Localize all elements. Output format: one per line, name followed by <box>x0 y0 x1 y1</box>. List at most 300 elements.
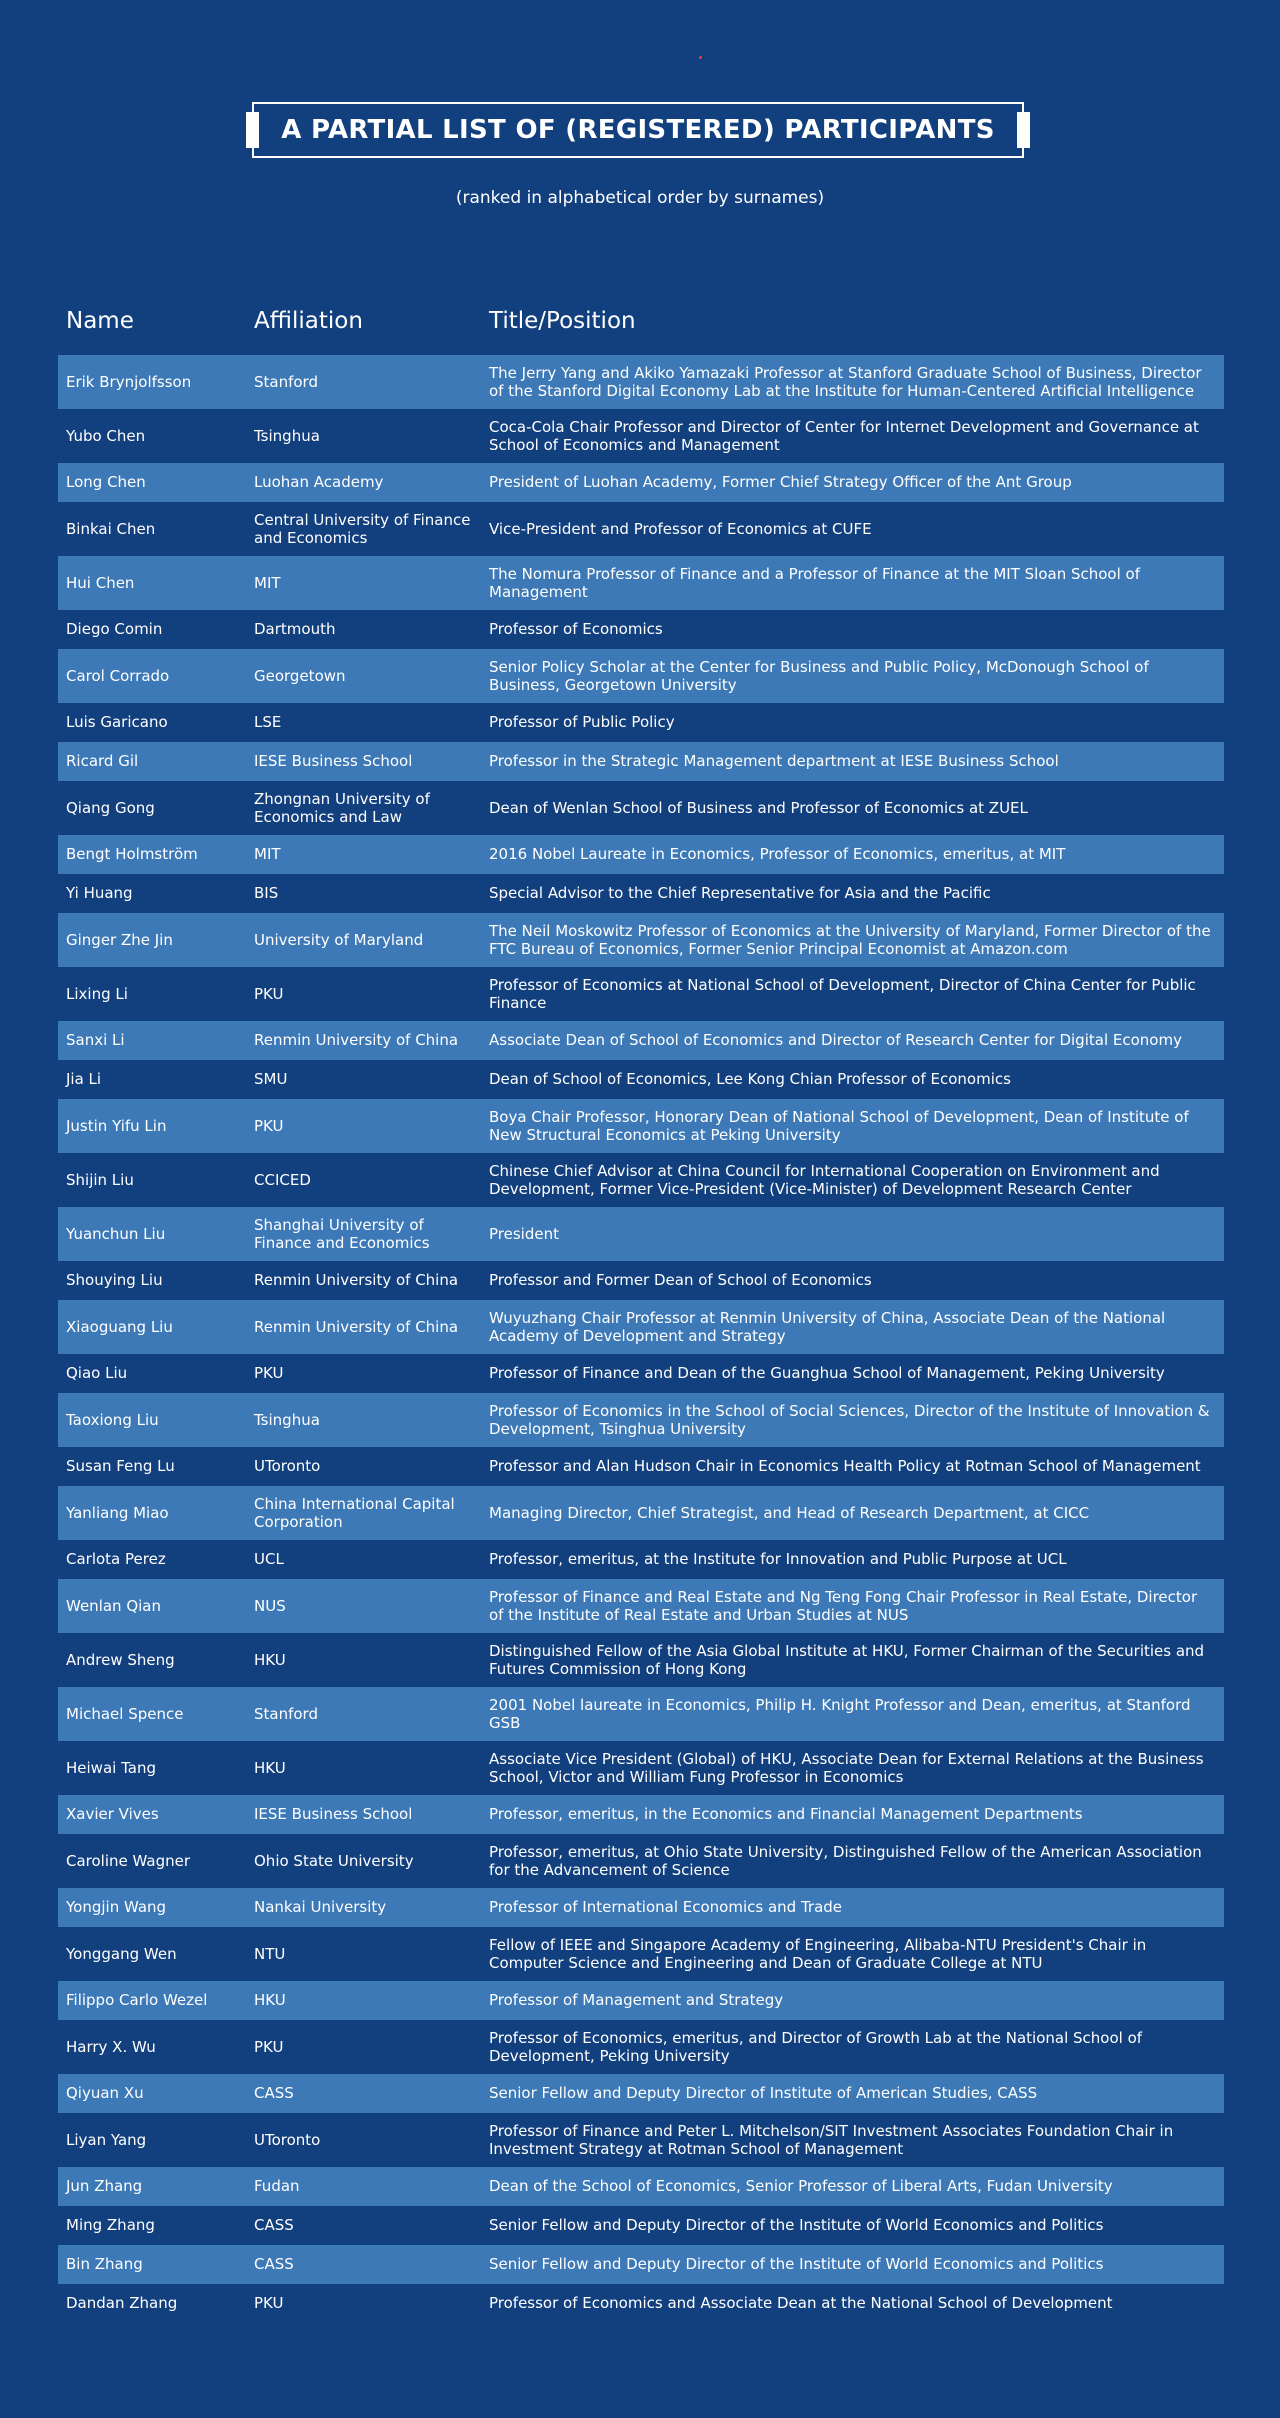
participant-name-cell <box>66 2284 246 2323</box>
participant-affiliation-cell <box>254 1486 479 1540</box>
participant-name: Caroline Wagner <box>66 1851 191 1870</box>
participant-affiliation-cell <box>254 967 479 1021</box>
participant-name: Filippo Carlo Wezel <box>66 1991 208 2010</box>
participant-name: Justin Yifu Lin <box>66 1116 167 1135</box>
participant-title-cell <box>489 1927 1215 1981</box>
participant-affiliation: MIT <box>254 845 281 864</box>
table-row <box>58 1687 1224 1741</box>
participant-title-cell <box>489 1261 1215 1300</box>
participant-title-cell <box>489 1633 1215 1687</box>
participant-affiliation-cell <box>254 1300 479 1354</box>
participant-affiliation: Georgetown <box>254 666 346 685</box>
participant-title: Senior Fellow and Deputy Director of Institute of American Studies, CASS <box>489 2084 1038 2103</box>
table-row <box>58 1579 1224 1633</box>
participant-name-cell <box>66 649 246 703</box>
table-row <box>58 835 1224 874</box>
participant-title-cell <box>489 1153 1215 1207</box>
participant-title-cell <box>489 409 1215 463</box>
participant-title-cell <box>489 742 1215 781</box>
table-row <box>58 355 1224 409</box>
participant-name: Taoxiong Liu <box>66 1410 159 1429</box>
participant-name: Yuanchun Liu <box>66 1224 166 1243</box>
participant-title: Professor and Former Dean of School of Economics <box>489 1271 872 1290</box>
table-row <box>58 1060 1224 1099</box>
participant-title: Fellow of IEEE and Singapore Academy of Engineering, Alibaba-NTU President's Chair in Computer Science and Engineering and Dean of Graduate College at NTU <box>489 1935 1147 1972</box>
participant-title-cell <box>489 1834 1215 1888</box>
participant-title-cell <box>489 1207 1215 1261</box>
participant-name-cell <box>66 463 246 502</box>
participant-name-cell <box>66 1834 246 1888</box>
participant-affiliation: HKU <box>254 1991 286 2010</box>
participant-affiliation-cell <box>254 1579 479 1633</box>
participant-title-cell <box>489 610 1215 649</box>
participant-affiliation-cell <box>254 781 479 835</box>
table-row <box>58 2167 1224 2206</box>
participant-name-cell <box>66 913 246 967</box>
table-row <box>58 2020 1224 2074</box>
table-row <box>58 1447 1224 1486</box>
participant-name-cell <box>66 1633 246 1687</box>
participant-name-cell <box>66 2245 246 2284</box>
table-row <box>58 463 1224 502</box>
participant-name: Carol Corrado <box>66 666 170 685</box>
participant-name: Liyan Yang <box>66 2130 147 2149</box>
participant-name-cell <box>66 2113 246 2167</box>
participant-title: Professor of Management and Strategy <box>489 1991 784 2010</box>
participant-title-cell <box>489 502 1215 556</box>
participant-title: Senior Fellow and Deputy Director of the Institute of World Economics and Politics <box>489 2216 1104 2235</box>
participant-title-cell <box>489 967 1215 1021</box>
participant-title-cell <box>489 1447 1215 1486</box>
participant-name: Jia Li <box>66 1070 102 1089</box>
participant-title-cell <box>489 463 1215 502</box>
participant-name-cell <box>66 1393 246 1447</box>
participant-affiliation-cell <box>254 1021 479 1060</box>
banner-tab-left <box>246 112 259 148</box>
participant-affiliation-cell <box>254 1060 479 1099</box>
participant-title: 2001 Nobel laureate in Economics, Philip H. Knight Professor and Dean, emeritus, at Stanford GSB <box>489 1695 1191 1732</box>
table-row <box>58 1834 1224 1888</box>
table-row <box>58 1354 1224 1393</box>
participant-name: Wenlan Qian <box>66 1596 161 1615</box>
participant-title: Professor of Public Policy <box>489 713 675 732</box>
participant-affiliation: Tsinghua <box>254 426 320 445</box>
participant-affiliation-cell <box>254 1888 479 1927</box>
participant-affiliation: HKU <box>254 1758 286 1777</box>
participant-name-cell <box>66 1981 246 2020</box>
participant-title-cell <box>489 1021 1215 1060</box>
participant-name: Heiwai Tang <box>66 1758 156 1777</box>
participant-title-cell <box>489 2167 1215 2206</box>
participant-title: Professor of Economics <box>489 620 663 639</box>
participant-title: Managing Director, Chief Strategist, and Head of Research Department, at CICC <box>489 1503 1090 1522</box>
table-row <box>58 967 1224 1021</box>
participant-affiliation: PKU <box>254 1116 284 1135</box>
participant-affiliation-cell <box>254 1207 479 1261</box>
participant-name: Qiao Liu <box>66 1364 128 1383</box>
participant-name-cell <box>66 1540 246 1579</box>
participant-title-cell <box>489 649 1215 703</box>
participant-affiliation: HKU <box>254 1650 286 1669</box>
participant-name: Ginger Zhe Jin <box>66 930 173 949</box>
participant-title-cell <box>489 1795 1215 1834</box>
participant-name-cell <box>66 1741 246 1795</box>
participant-affiliation-cell <box>254 2020 479 2074</box>
participant-name-cell <box>66 1579 246 1633</box>
participant-affiliation: CASS <box>254 2084 294 2103</box>
participant-name-cell <box>66 610 246 649</box>
column-header-title: Title/Position <box>489 308 636 334</box>
participant-name-cell <box>66 874 246 913</box>
participant-title-cell <box>489 556 1215 610</box>
table-row <box>58 610 1224 649</box>
participant-affiliation: Renmin University of China <box>254 1271 459 1290</box>
participant-name: Bin Zhang <box>66 2255 143 2274</box>
participant-name: Shouying Liu <box>66 1271 163 1290</box>
table-row <box>58 742 1224 781</box>
participant-name: Carlota Perez <box>66 1550 166 1569</box>
participant-affiliation-cell <box>254 835 479 874</box>
table-row <box>58 1981 1224 2020</box>
participant-title-cell <box>489 913 1215 967</box>
participant-name-cell <box>66 2020 246 2074</box>
participant-name: Qiyuan Xu <box>66 2084 144 2103</box>
table-row <box>58 703 1224 742</box>
participant-affiliation: University of Maryland <box>254 930 424 949</box>
participant-title: Wuyuzhang Chair Professor at Renmin University of China, Associate Dean of the National Academy of Development and Strategy <box>489 1308 1166 1345</box>
participant-affiliation-cell <box>254 874 479 913</box>
participant-affiliation: Dartmouth <box>254 620 336 639</box>
participant-name-cell <box>66 2074 246 2113</box>
table-row <box>58 1540 1224 1579</box>
participant-affiliation: UToronto <box>254 1457 321 1476</box>
table-row <box>58 1393 1224 1447</box>
participant-name: Qiang Gong <box>66 798 155 817</box>
participant-title-cell <box>489 1393 1215 1447</box>
participant-name: Sanxi Li <box>66 1031 125 1050</box>
participant-affiliation: Stanford <box>254 372 318 391</box>
participant-title-cell <box>489 2074 1215 2113</box>
participant-name-cell <box>66 355 246 409</box>
participant-name: Luis Garicano <box>66 713 168 732</box>
participant-title-cell <box>489 1486 1215 1540</box>
participant-title: Chinese Chief Advisor at China Council for International Cooperation on Environment and Development, Former Vice-President (Vice-Minister) of Development Research Center <box>489 1161 1160 1198</box>
participant-title: Professor of Economics, emeritus, and Director of Growth Lab at the National School of Development, Peking University <box>489 2028 1143 2065</box>
participant-name-cell <box>66 835 246 874</box>
participant-name: Xiaoguang Liu <box>66 1317 173 1336</box>
participant-title: Professor of International Economics and Trade <box>489 1898 843 1917</box>
participant-title: Professor, emeritus, in the Economics and Financial Management Departments <box>489 1805 1083 1824</box>
participant-title-cell <box>489 2206 1215 2245</box>
participant-name-cell <box>66 409 246 463</box>
participant-title: Professor of Finance and Real Estate and Ng Teng Fong Chair Professor in Real Estate, Director of the Institute of Real Estate and Urban Studies at NUS <box>489 1587 1198 1624</box>
participant-name: Dandan Zhang <box>66 2294 178 2313</box>
participant-title-cell <box>489 1060 1215 1099</box>
participant-affiliation-cell <box>254 1153 479 1207</box>
participant-affiliation-cell <box>254 2113 479 2167</box>
participant-title-cell <box>489 1687 1215 1741</box>
participant-title: Associate Dean of School of Economics and Director of Research Center for Digital Economy <box>489 1031 1182 1050</box>
participant-affiliation-cell <box>254 463 479 502</box>
participant-affiliation: IESE Business School <box>254 1805 413 1824</box>
participant-name: Erik Brynjolfsson <box>66 372 192 391</box>
participant-name: Harry X. Wu <box>66 2037 156 2056</box>
participant-title: Professor of Economics at National School of Development, Director of China Center for Public Finance <box>489 975 1196 1012</box>
participant-affiliation: PKU <box>254 984 284 1003</box>
participant-affiliation-cell <box>254 502 479 556</box>
participant-title: Dean of Wenlan School of Business and Professor of Economics at ZUEL <box>489 798 1028 817</box>
title-banner <box>252 102 1024 158</box>
participant-affiliation: NTU <box>254 1944 286 1963</box>
participant-affiliation-cell <box>254 1834 479 1888</box>
participant-name-cell <box>66 1687 246 1741</box>
participant-affiliation: UCL <box>254 1550 284 1569</box>
participant-title: Professor, emeritus, at the Institute for Innovation and Public Purpose at UCL <box>489 1550 1067 1569</box>
table-row <box>58 2074 1224 2113</box>
table-row <box>58 1261 1224 1300</box>
participant-affiliation-cell <box>254 1633 479 1687</box>
table-row <box>58 1207 1224 1261</box>
participant-name-cell <box>66 1888 246 1927</box>
table-row <box>58 874 1224 913</box>
participant-title: Coca-Cola Chair Professor and Director of Center for Internet Development and Governance at School of Economics and Management <box>489 417 1199 454</box>
participant-name: Xavier Vives <box>66 1805 159 1824</box>
participant-title: 2016 Nobel Laureate in Economics, Professor of Economics, emeritus, at MIT <box>489 845 1066 864</box>
participant-title: Dean of the School of Economics, Senior Professor of Liberal Arts, Fudan University <box>489 2177 1113 2196</box>
participant-affiliation: Shanghai University of Finance and Economics <box>254 1215 430 1252</box>
participant-title: Professor and Alan Hudson Chair in Economics Health Policy at Rotman School of Management <box>489 1457 1201 1476</box>
participant-title: Professor of Economics and Associate Dean at the National School of Development <box>489 2294 1113 2313</box>
participant-affiliation-cell <box>254 1687 479 1741</box>
participant-affiliation-cell <box>254 556 479 610</box>
participants-table <box>58 355 1224 2323</box>
participant-title-cell <box>489 2020 1215 2074</box>
column-header-name: Name <box>66 308 134 334</box>
participant-name: Ming Zhang <box>66 2216 155 2235</box>
participant-affiliation: CASS <box>254 2216 294 2235</box>
participant-affiliation: LSE <box>254 713 282 732</box>
participant-affiliation-cell <box>254 2206 479 2245</box>
participant-title-cell <box>489 1579 1215 1633</box>
participant-title: Senior Fellow and Deputy Director of the Institute of World Economics and Politics <box>489 2255 1104 2274</box>
participant-name: Michael Spence <box>66 1704 184 1723</box>
participant-affiliation: MIT <box>254 573 281 592</box>
participant-affiliation-cell <box>254 2284 479 2323</box>
table-row <box>58 913 1224 967</box>
table-row <box>58 1633 1224 1687</box>
participant-name-cell <box>66 1447 246 1486</box>
participant-title: The Nomura Professor of Finance and a Professor of Finance at the MIT Sloan School of Management <box>489 564 1140 601</box>
participant-title: Professor of Economics in the School of Social Sciences, Director of the Institute of Innovation & Development, Tsinghua University <box>489 1401 1210 1438</box>
participant-affiliation: Ohio State University <box>254 1851 414 1870</box>
banner-tab-right <box>1017 112 1030 148</box>
participant-title: Professor, emeritus, at Ohio State University, Distinguished Fellow of the American Association for the Advancement of Science <box>489 1842 1202 1879</box>
participant-affiliation-cell <box>254 1981 479 2020</box>
participant-name: Yongjin Wang <box>66 1898 167 1917</box>
participant-name: Jun Zhang <box>66 2177 143 2196</box>
participant-affiliation: SMU <box>254 1070 288 1089</box>
participant-affiliation: Renmin University of China <box>254 1031 459 1050</box>
participant-affiliation: Central University of Finance and Economics <box>254 510 471 547</box>
participant-affiliation-cell <box>254 1354 479 1393</box>
table-row <box>58 2284 1224 2323</box>
participant-title-cell <box>489 2284 1215 2323</box>
participant-affiliation-cell <box>254 409 479 463</box>
participant-name-cell <box>66 2206 246 2245</box>
participant-affiliation: Nankai University <box>254 1898 387 1917</box>
table-row <box>58 2206 1224 2245</box>
table-row <box>58 1888 1224 1927</box>
participant-affiliation: Tsinghua <box>254 1410 320 1429</box>
participant-affiliation: Renmin University of China <box>254 1317 459 1336</box>
participant-name-cell <box>66 967 246 1021</box>
participant-title-cell <box>489 355 1215 409</box>
participant-title: Senior Policy Scholar at the Center for Business and Public Policy, McDonough School of Business, Georgetown University <box>489 657 1149 694</box>
table-row <box>58 1795 1224 1834</box>
page-title: A PARTIAL LIST OF (REGISTERED) PARTICIPANTS <box>281 115 995 145</box>
participant-title-cell <box>489 781 1215 835</box>
table-row <box>58 2245 1224 2284</box>
participant-name-cell <box>66 1795 246 1834</box>
participant-title-cell <box>489 835 1215 874</box>
participant-title: Special Advisor to the Chief Representative for Asia and the Pacific <box>489 884 991 903</box>
participant-title: President <box>489 1224 559 1243</box>
participant-name-cell <box>66 1207 246 1261</box>
table-row <box>58 2113 1224 2167</box>
participant-title: Dean of School of Economics, Lee Kong Chian Professor of Economics <box>489 1070 1011 1089</box>
participant-name: Yanliang Miao <box>66 1503 169 1522</box>
participant-title-cell <box>489 1099 1215 1153</box>
participant-title: Associate Vice President (Global) of HKU, Associate Dean for External Relations at the Business School, Victor and William Fung Professor in Economics <box>489 1749 1204 1786</box>
participant-title: Professor of Finance and Dean of the Guanghua School of Management, Peking University <box>489 1364 1165 1383</box>
participant-affiliation: CCICED <box>254 1170 311 1189</box>
participant-name: Shijin Liu <box>66 1170 134 1189</box>
page-subtitle: (ranked in alphabetical order by surnames) <box>455 188 825 208</box>
participant-name: Yi Huang <box>66 884 133 903</box>
participant-name: Hui Chen <box>66 573 135 592</box>
participant-title-cell <box>489 1354 1215 1393</box>
table-row <box>58 1099 1224 1153</box>
participant-name-cell <box>66 1153 246 1207</box>
table-row <box>58 556 1224 610</box>
participant-affiliation-cell <box>254 742 479 781</box>
participant-name: Lixing Li <box>66 984 128 1003</box>
participant-name-cell <box>66 556 246 610</box>
table-row <box>58 1486 1224 1540</box>
participant-affiliation-cell <box>254 1540 479 1579</box>
participant-affiliation: NUS <box>254 1596 286 1615</box>
participant-name-cell <box>66 1927 246 1981</box>
participant-name: Susan Feng Lu <box>66 1457 175 1476</box>
participant-name: Binkai Chen <box>66 519 156 538</box>
participant-affiliation-cell <box>254 649 479 703</box>
participant-title-cell <box>489 1981 1215 2020</box>
participant-title-cell <box>489 1888 1215 1927</box>
participant-affiliation-cell <box>254 913 479 967</box>
participant-affiliation: BIS <box>254 884 279 903</box>
table-row <box>58 409 1224 463</box>
participant-affiliation: CASS <box>254 2255 294 2274</box>
participant-affiliation: PKU <box>254 1364 284 1383</box>
participant-affiliation: Fudan <box>254 2177 300 2196</box>
participant-name: Ricard Gil <box>66 752 139 771</box>
participant-affiliation-cell <box>254 2167 479 2206</box>
table-row <box>58 502 1224 556</box>
participant-title: The Jerry Yang and Akiko Yamazaki Professor at Stanford Graduate School of Business, Director of the Stanford Digital Economy Lab at the Institute for Human-Centered Artificial Intelligence <box>489 363 1202 400</box>
table-row <box>58 649 1224 703</box>
participant-title-cell <box>489 874 1215 913</box>
participant-affiliation-cell <box>254 1393 479 1447</box>
table-header <box>66 308 1224 342</box>
table-row <box>58 1153 1224 1207</box>
participant-affiliation-cell <box>254 610 479 649</box>
participant-affiliation-cell <box>254 1261 479 1300</box>
participant-name: Yubo Chen <box>66 426 146 445</box>
participant-name-cell <box>66 1354 246 1393</box>
participant-affiliation-cell <box>254 1795 479 1834</box>
participant-title-cell <box>489 703 1215 742</box>
table-row <box>58 1927 1224 1981</box>
participant-name-cell <box>66 2167 246 2206</box>
participant-title: Professor in the Strategic Management department at IESE Business School <box>489 752 1059 771</box>
participant-affiliation: UToronto <box>254 2130 321 2149</box>
participant-affiliation: IESE Business School <box>254 752 413 771</box>
participant-title-cell <box>489 2113 1215 2167</box>
participant-name-cell <box>66 703 246 742</box>
participant-affiliation-cell <box>254 703 479 742</box>
participant-affiliation-cell <box>254 1447 479 1486</box>
participant-affiliation-cell <box>254 1927 479 1981</box>
participant-name-cell <box>66 1261 246 1300</box>
participant-title: The Neil Moskowitz Professor of Economics at the University of Maryland, Former Director of the FTC Bureau of Economics, Former Senior Principal Economist at Amazon.com <box>489 921 1211 958</box>
participant-affiliation-cell <box>254 1741 479 1795</box>
table-row <box>58 781 1224 835</box>
participant-name-cell <box>66 742 246 781</box>
participant-name-cell <box>66 1300 246 1354</box>
participant-name: Diego Comin <box>66 620 163 639</box>
participant-name-cell <box>66 1099 246 1153</box>
participant-title: President of Luohan Academy, Former Chief Strategy Officer of the Ant Group <box>489 473 1072 492</box>
column-header-affiliation: Affiliation <box>254 308 363 334</box>
table-row <box>58 1300 1224 1354</box>
participant-affiliation-cell <box>254 2074 479 2113</box>
participant-title: Vice-President and Professor of Economics at CUFE <box>489 519 872 538</box>
table-row <box>58 1021 1224 1060</box>
participant-name-cell <box>66 1060 246 1099</box>
participant-title: Distinguished Fellow of the Asia Global Institute at HKU, Former Chairman of the Securities and Futures Commission of Hong Kong <box>489 1641 1205 1678</box>
participant-affiliation-cell <box>254 2245 479 2284</box>
table-row <box>58 1741 1224 1795</box>
participant-title-cell <box>489 2245 1215 2284</box>
participant-name-cell <box>66 781 246 835</box>
participant-name-cell <box>66 1486 246 1540</box>
participant-name: Bengt Holmström <box>66 845 198 864</box>
participant-affiliation: PKU <box>254 2037 284 2056</box>
participant-affiliation: Luohan Academy <box>254 473 384 492</box>
participant-affiliation: China International Capital Corporation <box>254 1494 455 1531</box>
participant-title-cell <box>489 1741 1215 1795</box>
participant-affiliation-cell <box>254 1099 479 1153</box>
participant-title-cell <box>489 1300 1215 1354</box>
participant-title-cell <box>489 1540 1215 1579</box>
participant-affiliation-cell <box>254 355 479 409</box>
participant-title: Boya Chair Professor, Honorary Dean of National School of Development, Dean of Institute of New Structural Economics at Peking University <box>489 1107 1189 1144</box>
participant-affiliation: Zhongnan University of Economics and Law <box>254 789 430 826</box>
participant-name: Long Chen <box>66 473 146 492</box>
participant-name: Yonggang Wen <box>66 1944 177 1963</box>
participant-affiliation: Stanford <box>254 1704 318 1723</box>
participant-title: Professor of Finance and Peter L. Mitchelson/SIT Investment Associates Foundation Chair in Investment Strategy at Rotman School of Management <box>489 2121 1174 2158</box>
